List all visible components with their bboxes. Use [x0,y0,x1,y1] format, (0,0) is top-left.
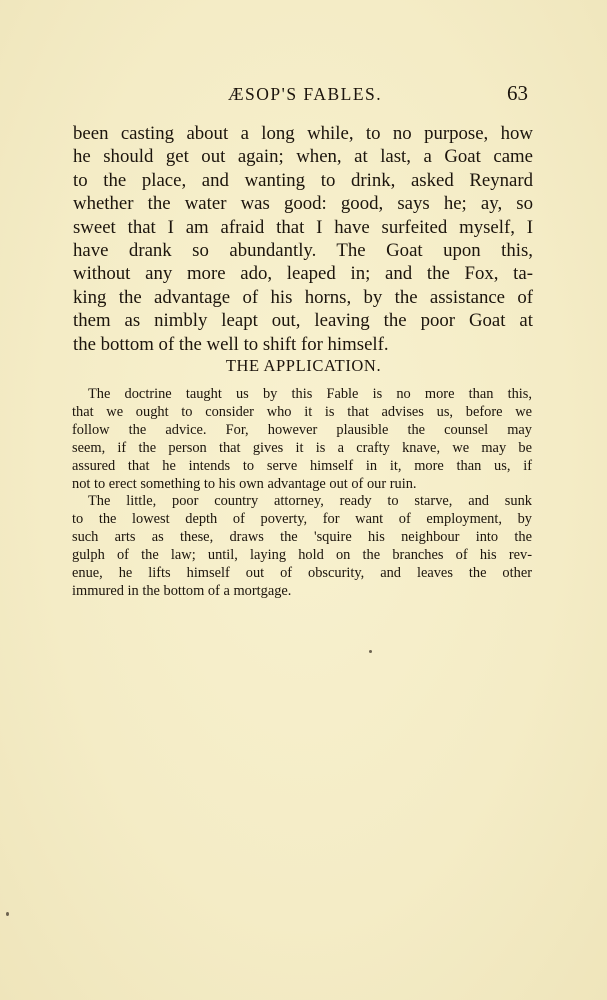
application-line: enue, he lifts himself out of obscurity, and leaves the other [72,565,532,582]
fable-line: whether the water was good: good, says he; ay, so [73,193,533,215]
fable-line: king the advantage of his horns, by the assistance of [73,286,533,308]
application-line: immured in the bottom of a mortgage. [72,582,292,599]
application-line: to the lowest depth of poverty, for want of employment, by [72,511,532,528]
running-head [0,81,607,114]
fable-line: he should get out again; when, at last, a Goat came [73,146,533,168]
fable-line: them as nimbly leapt out, leaving the poor Goat at [73,310,533,332]
application-line: seem, if the person that gives it is a crafty knave, we may be [72,439,532,456]
application-line: assured that he intends to serve himself in it, more than us, if [72,457,532,474]
application-line: not to erect something to his own advantage out of our ruin. [72,475,417,492]
fable-paragraph [73,122,533,356]
application-line: such arts as these, draws the 'squire his neighbour into the [72,529,532,546]
fable-line: have drank so abundantly. The Goat upon this, [73,240,533,262]
fable-line: the bottom of the well to shift for himself. [73,333,389,355]
page-number: 63 [507,81,528,105]
application-line: follow the advice. For, however plausible the counsel may [72,421,532,438]
ink-speck [6,912,9,916]
running-title: ÆSOP'S FABLES. [228,84,383,104]
ink-speck [369,650,372,653]
application-line: that we ought to consider who it is that advises us, before we [72,403,532,420]
application-line: The little, poor country attorney, ready to starve, and sunk [88,493,532,510]
fable-line: without any more ado, leaped in; and the Fox, ta- [73,263,533,285]
fable-line: been casting about a long while, to no purpose, how [73,123,533,144]
application-line: gulph of the law; until, laying hold on the branches of his rev- [72,547,532,564]
fable-line: sweet that I am afraid that I have surfeited myself, I [73,216,533,238]
application-heading: THE APPLICATION. [225,356,382,375]
fable-line: to the place, and wanting to drink, asked Reynard [73,169,533,191]
application-line: The doctrine taught us by this Fable is no more than this, [88,386,532,402]
application-paragraph [72,386,532,601]
